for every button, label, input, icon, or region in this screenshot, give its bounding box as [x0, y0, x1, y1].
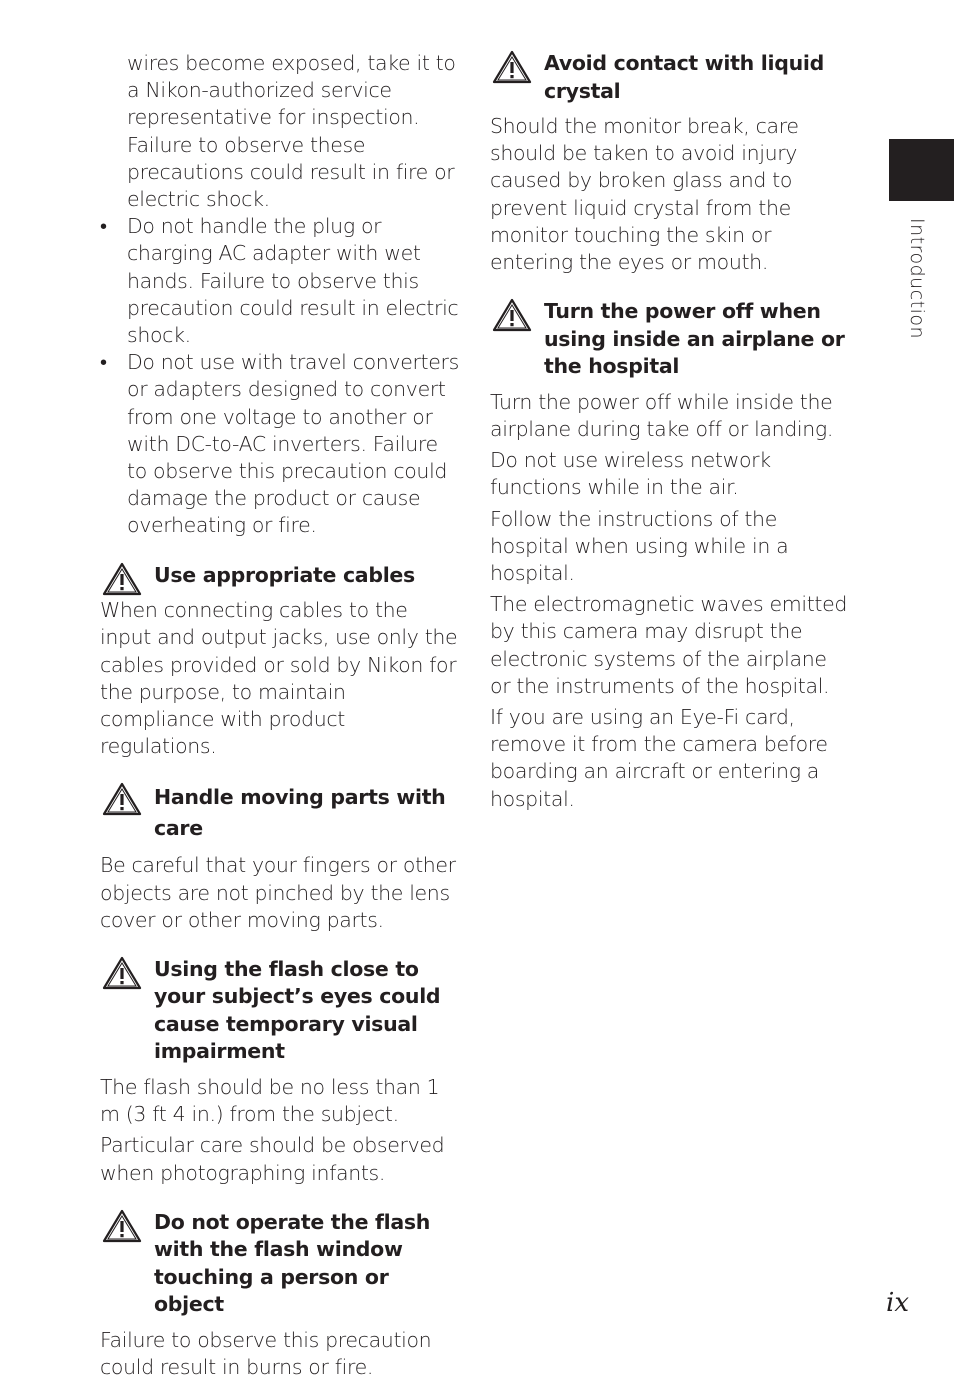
section-heading [100, 782, 462, 844]
body-paragraph: Do not use wireless network functions while in the air. [490, 448, 771, 500]
section-heading-text: Using the flash close to your subject’s eyes could cause temporary visual impairment [154, 956, 441, 1064]
body-paragraph: If you are using an Eye-Fi card, remove it from the camera before boarding an aircraft or entering a hospital. [490, 704, 828, 811]
body-paragraph: Failure to observe this precaution could result in burns or fire. [100, 1327, 432, 1379]
section-heading [100, 1209, 462, 1319]
section-heading [490, 298, 852, 381]
right-column [490, 50, 852, 813]
body-paragraph: Be careful that your fingers or other objects are not pinched by the lens cover or other moving parts. [100, 853, 456, 932]
section-heading [490, 50, 852, 105]
body-paragraph: Turn the power off while inside the airplane during take off or landing. [490, 389, 834, 441]
bullet-icon: • [100, 214, 107, 239]
continued-paragraph: wires become exposed, take it to a Nikon-authorized service representative for inspection. Failure to observe these precautions could result in fire or electric shock. [127, 51, 456, 212]
body-paragraph: The electromagnetic waves emitted by this camera may disrupt the electronic systems of the airplane or the instruments of the hospital. [490, 592, 848, 698]
body-paragraph: Should the monitor break, care should be taken to avoid injury caused by broken glass and to prevent liquid crystal from the monitor touching the skin or entering the eyes or mouth. [490, 114, 799, 275]
bullet-icon: • [100, 350, 107, 375]
warning-triangle-icon [102, 1209, 142, 1243]
section-heading-text: Turn the power off when using inside an airplane or the hospital [544, 299, 845, 379]
warning-triangle-icon [102, 956, 142, 990]
body-paragraph: When connecting cables to the input and output jacks, use only the cables provided or sold by Nikon for the purpose, to maintain compliance with product regulations. [100, 598, 458, 759]
left-column [100, 50, 462, 1381]
section-heading-text: Avoid contact with liquid crystal [544, 51, 824, 103]
bullet-text: Do not use with travel converters or adapters designed to convert from one voltage to another or with DC-to-AC inverters. Failure to observe this precaution could damage the product or cause overheating or fire. [127, 350, 459, 538]
section-heading-text: Do not operate the flash with the flash window touching a person or object [154, 1209, 431, 1317]
section-heading [100, 562, 462, 590]
body-paragraph: The flash should be no less than 1 m (3 ft 4 in.) from the subject. [100, 1074, 440, 1127]
section-heading [100, 956, 462, 1066]
warning-triangle-icon [102, 562, 142, 596]
section-heading-text: Handle moving parts with care [154, 785, 446, 841]
section-heading-text: Use appropriate cables [154, 562, 415, 587]
warning-triangle-icon [492, 50, 532, 84]
page-number: ix [886, 1288, 909, 1318]
warning-triangle-icon [492, 298, 532, 332]
warning-triangle-icon [102, 782, 142, 816]
body-paragraph: Particular care should be observed when photographing infants. [100, 1133, 445, 1185]
section-tab-marker [889, 139, 954, 201]
body-paragraph: Follow the instructions of the hospital when using while in a hospital. [490, 506, 789, 585]
bullet-text: Do not handle the plug or charging AC adapter with wet hands. Failure to observe this precaution could result in electric shock. [127, 214, 459, 348]
bullet-item [100, 213, 462, 349]
bullet-item [100, 349, 462, 539]
section-tab-label: Introduction [906, 218, 928, 340]
